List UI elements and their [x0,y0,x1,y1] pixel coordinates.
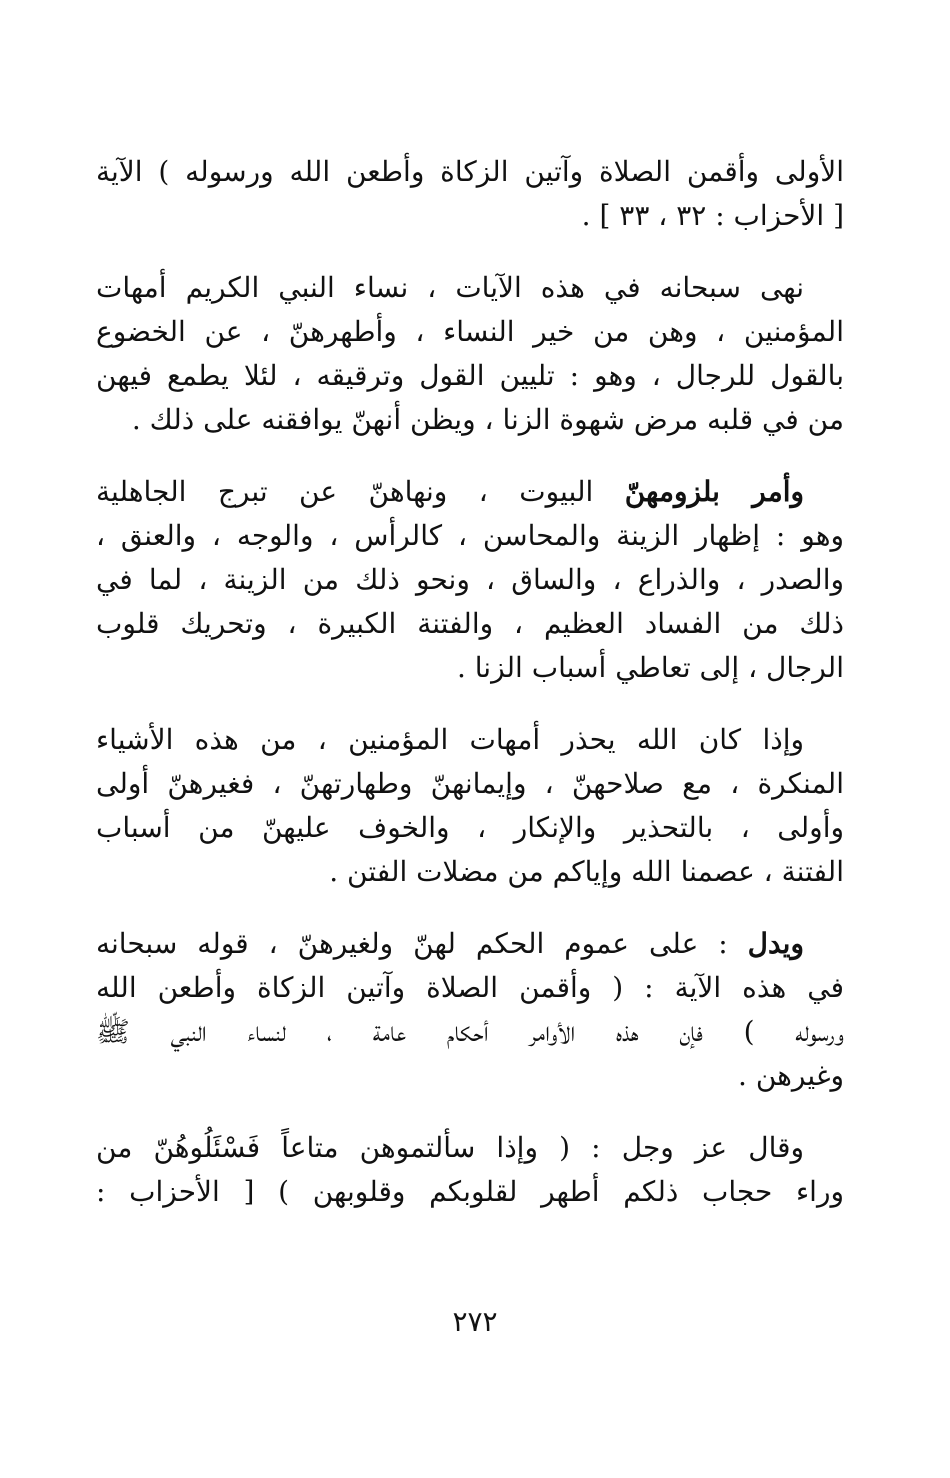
text-line: وهو : إظهار الزينة والمحاسن ، كالرأس ، والوجه ، والعنق ، [96,519,845,552]
text-line: الفتنة ، عصمنا الله وإياكم من مضلات الفتن . [329,855,844,888]
bold-lead: وأمر بلزومهنّ [624,475,805,508]
text-line: نهى سبحانه في هذه الآيات ، نساء النبي الكريم أمهات [96,271,804,304]
paragraph-5 [96,922,844,1098]
text-line: المؤمنين ، وهن من خير النساء ، وأطهرهنّ ، عن الخضوع [96,315,844,348]
bold-lead: ويدل [747,927,804,960]
paragraph-3 [96,470,844,690]
text-line [96,470,844,514]
text-line: من في قلبه مرض شهوة الزنا ، ويظن أنهنّ يوافقنه على ذلك . [131,403,844,436]
text-line: الأولى وأقمن الصلاة وآتين الزكاة وأطعن الله ورسوله ) الآية [96,155,844,188]
paragraph-6 [96,1126,844,1214]
text-line: ورسوله ) فإن هذه الأوامر أحكام عامة ، لنساء النبي ﷺ [96,1015,844,1048]
text-line: وراء حجاب ذلكم أطهر لقلوبكم وقلوبهن ) [ الأحزاب : [96,1175,844,1208]
paragraph-2 [96,266,844,442]
text-line: وغيرهن . [738,1059,844,1092]
text-line: ذلك من الفساد العظيم ، والفتنة الكبيرة ، وتحريك قلوب [96,607,844,640]
page-body [96,150,844,1242]
text-line: وإذا كان الله يحذر أمهات المؤمنين ، من هذه الأشياء [96,723,804,756]
text-line: والصدر ، والذراع ، والساق ، ونحو ذلك من الزينة ، لما في [96,563,844,596]
line-rest: البيوت ، ونهاهنّ عن تبرج الجاهلية [96,475,625,508]
text-line: بالقول للرجال ، وهو : تليين القول وترقيقه ، لئلا يطمع فيهن [96,359,844,392]
text-line: الرجال ، إلى تعاطي أسباب الزنا . [456,651,844,684]
text-line: [ الأحزاب : ٣٢ ، ٣٣ ] . [581,199,844,232]
text-line: المنكرة ، مع صلاحهنّ ، وإيمانهنّ وطهارتهنّ ، فغيرهنّ أولى [96,767,844,800]
text-line: وقال عز وجل : ( وإذا سألتموهن متاعاً فَسْئَلُوهُنّ من [96,1131,804,1164]
text-line [96,922,844,966]
line-rest: : على عموم الحكم لهنّ ولغيرهنّ ، قوله سبحانه [96,927,748,960]
text-line: في هذه الآية : ( وأقمن الصلاة وآتين الزكاة وأطعن الله [96,971,844,1004]
page-number: ٢٧٢ [452,1305,498,1338]
paragraph-1 [96,150,844,238]
text-line: وأولى ، بالتحذير والإنكار ، والخوف عليهنّ من أسباب [96,811,844,844]
paragraph-4 [96,718,844,894]
